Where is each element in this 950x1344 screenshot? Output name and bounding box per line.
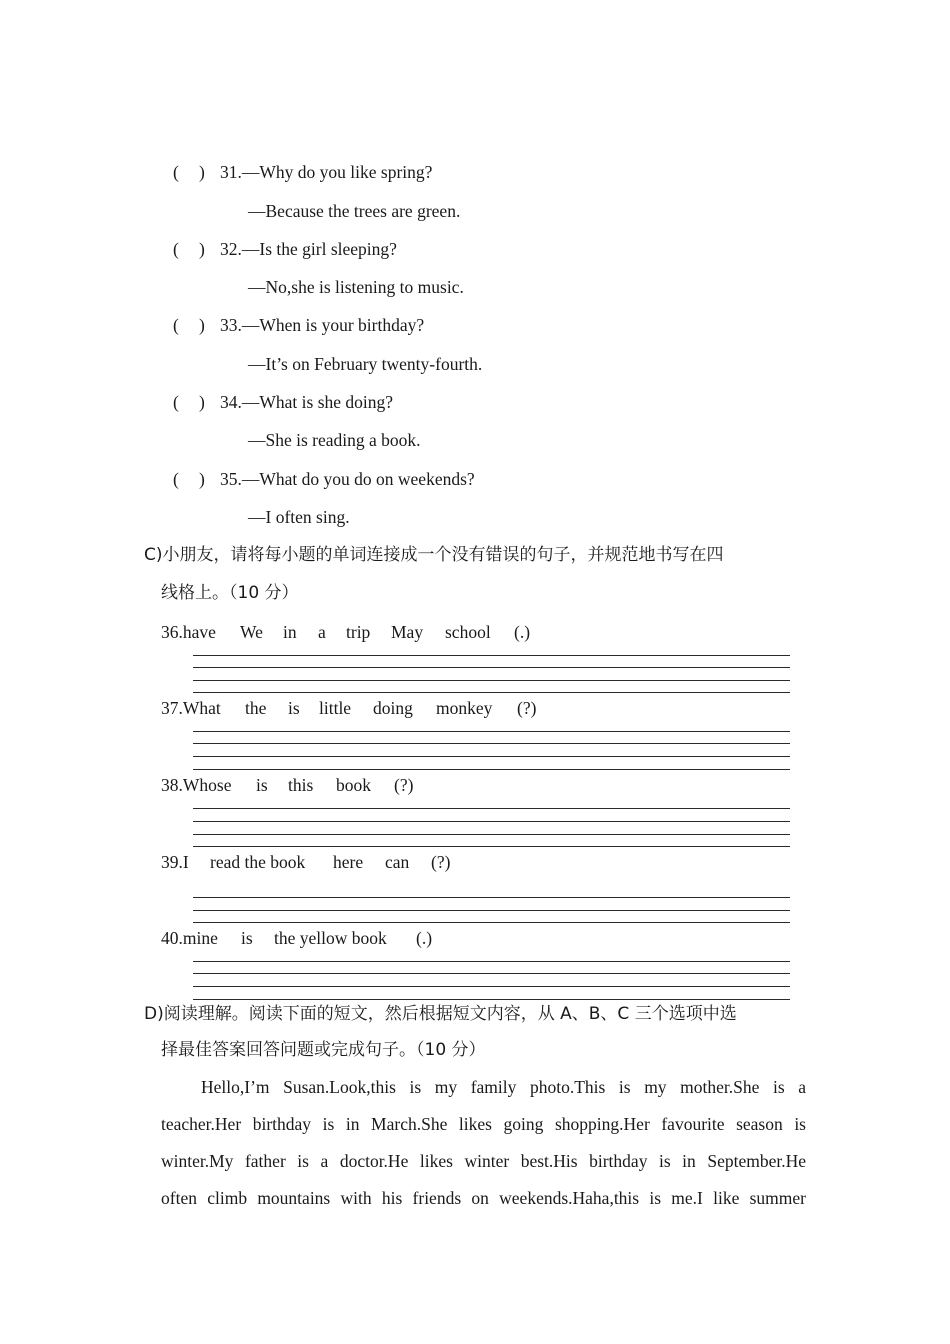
- bracket-open: (: [173, 315, 179, 335]
- word: trip: [346, 622, 371, 642]
- word: Whose: [182, 775, 232, 795]
- answer-text: —Because the trees are green.: [248, 201, 461, 221]
- word: (.): [514, 622, 531, 642]
- word: book: [336, 775, 371, 795]
- passage-line-2: teacher.Her birthday is in March.She likes going shopping.Her favourite season is: [161, 1114, 806, 1134]
- writing-line: [193, 808, 790, 809]
- word: doing: [373, 698, 413, 718]
- question-text: 34.—What is she doing?: [220, 392, 394, 412]
- bracket-open: (: [173, 392, 179, 412]
- writing-line: [193, 910, 790, 911]
- writing-line: [193, 680, 790, 681]
- writing-line: [193, 897, 790, 898]
- word: is: [288, 698, 300, 718]
- word: (?): [394, 775, 414, 795]
- word: school: [445, 622, 491, 642]
- item-number: 36.: [161, 622, 183, 642]
- writing-line: [193, 743, 790, 744]
- writing-line: [193, 821, 790, 822]
- word: read the book: [210, 852, 306, 872]
- answer-text: —She is reading a book.: [248, 430, 421, 450]
- question-text: 32.—Is the girl sleeping?: [220, 239, 397, 259]
- word: (?): [431, 852, 451, 872]
- word: this: [288, 775, 314, 795]
- item-number: 40.: [161, 928, 183, 948]
- writing-line: [193, 834, 790, 835]
- answer-text: —It’s on February twenty-fourth.: [248, 354, 483, 374]
- word: We: [240, 622, 263, 642]
- writing-line: [193, 973, 790, 974]
- section-c-instruction-line2: 线格上。（10 分）: [161, 583, 299, 603]
- writing-line: [193, 986, 790, 987]
- bracket-open: (: [173, 162, 179, 182]
- writing-line: [193, 756, 790, 757]
- writing-line: [193, 655, 790, 656]
- section-d-instruction-line2: 择最佳答案回答问题或完成句子。（10 分）: [161, 1040, 486, 1060]
- passage-line-1: Hello,I’m Susan.Look,this is my family photo.This is my mother.She is a: [201, 1077, 806, 1097]
- scramble-36: [161, 622, 531, 642]
- question-text: 33.—When is your birthday?: [220, 315, 425, 335]
- passage-line-3: winter.My father is a doctor.He likes winter best.His birthday is in September.He: [161, 1151, 806, 1171]
- bracket-close: ): [199, 162, 205, 182]
- writing-line: [193, 769, 790, 770]
- word: (.): [416, 928, 433, 948]
- bracket-close: ): [199, 392, 205, 412]
- answer-text: —No,she is listening to music.: [248, 277, 464, 297]
- word: the yellow book: [274, 928, 387, 948]
- word: a: [318, 622, 326, 642]
- word: little: [319, 698, 352, 718]
- writing-line: [193, 846, 790, 847]
- word: May: [391, 622, 424, 642]
- word: is: [256, 775, 268, 795]
- item-number: 39.: [161, 852, 183, 872]
- item-number: 38.: [161, 775, 183, 795]
- word: (?): [517, 698, 537, 718]
- scramble-38: [161, 775, 414, 795]
- writing-line: [193, 961, 790, 962]
- scramble-40: [161, 928, 433, 948]
- word: have: [182, 622, 216, 642]
- writing-line: [193, 999, 790, 1000]
- word: in: [283, 622, 297, 642]
- bracket-close: ): [199, 239, 205, 259]
- writing-line: [193, 692, 790, 693]
- word: What: [182, 698, 221, 718]
- word: the: [245, 698, 267, 718]
- bracket-open: (: [173, 239, 179, 259]
- passage-line-4: often climb mountains with his friends on weekends.Haha,this is me.I like summer: [161, 1188, 806, 1208]
- question-text: 31.—Why do you like spring?: [220, 162, 433, 182]
- writing-line: [193, 922, 790, 923]
- section-c-instruction-line1: C)小朋友，请将每小题的单词连接成一个没有错误的句子，并规范地书写在四: [144, 545, 724, 565]
- item-number: 37.: [161, 698, 183, 718]
- bracket-close: ): [199, 469, 205, 489]
- word: mine: [182, 928, 218, 948]
- word: is: [241, 928, 253, 948]
- section-d-instruction-line1: D)阅读理解。阅读下面的短文，然后根据短文内容，从 A、B、C 三个选项中选: [144, 1004, 737, 1024]
- word: I: [182, 852, 189, 872]
- writing-line: [193, 731, 790, 732]
- scramble-39: [161, 852, 451, 872]
- word: here: [333, 852, 364, 872]
- writing-line: [193, 667, 790, 668]
- answer-text: —I often sing.: [248, 507, 350, 527]
- word: can: [385, 852, 410, 872]
- question-text: 35.—What do you do on weekends?: [220, 469, 475, 489]
- bracket-open: (: [173, 469, 179, 489]
- bracket-close: ): [199, 315, 205, 335]
- word: monkey: [436, 698, 493, 718]
- scramble-37: [161, 698, 537, 718]
